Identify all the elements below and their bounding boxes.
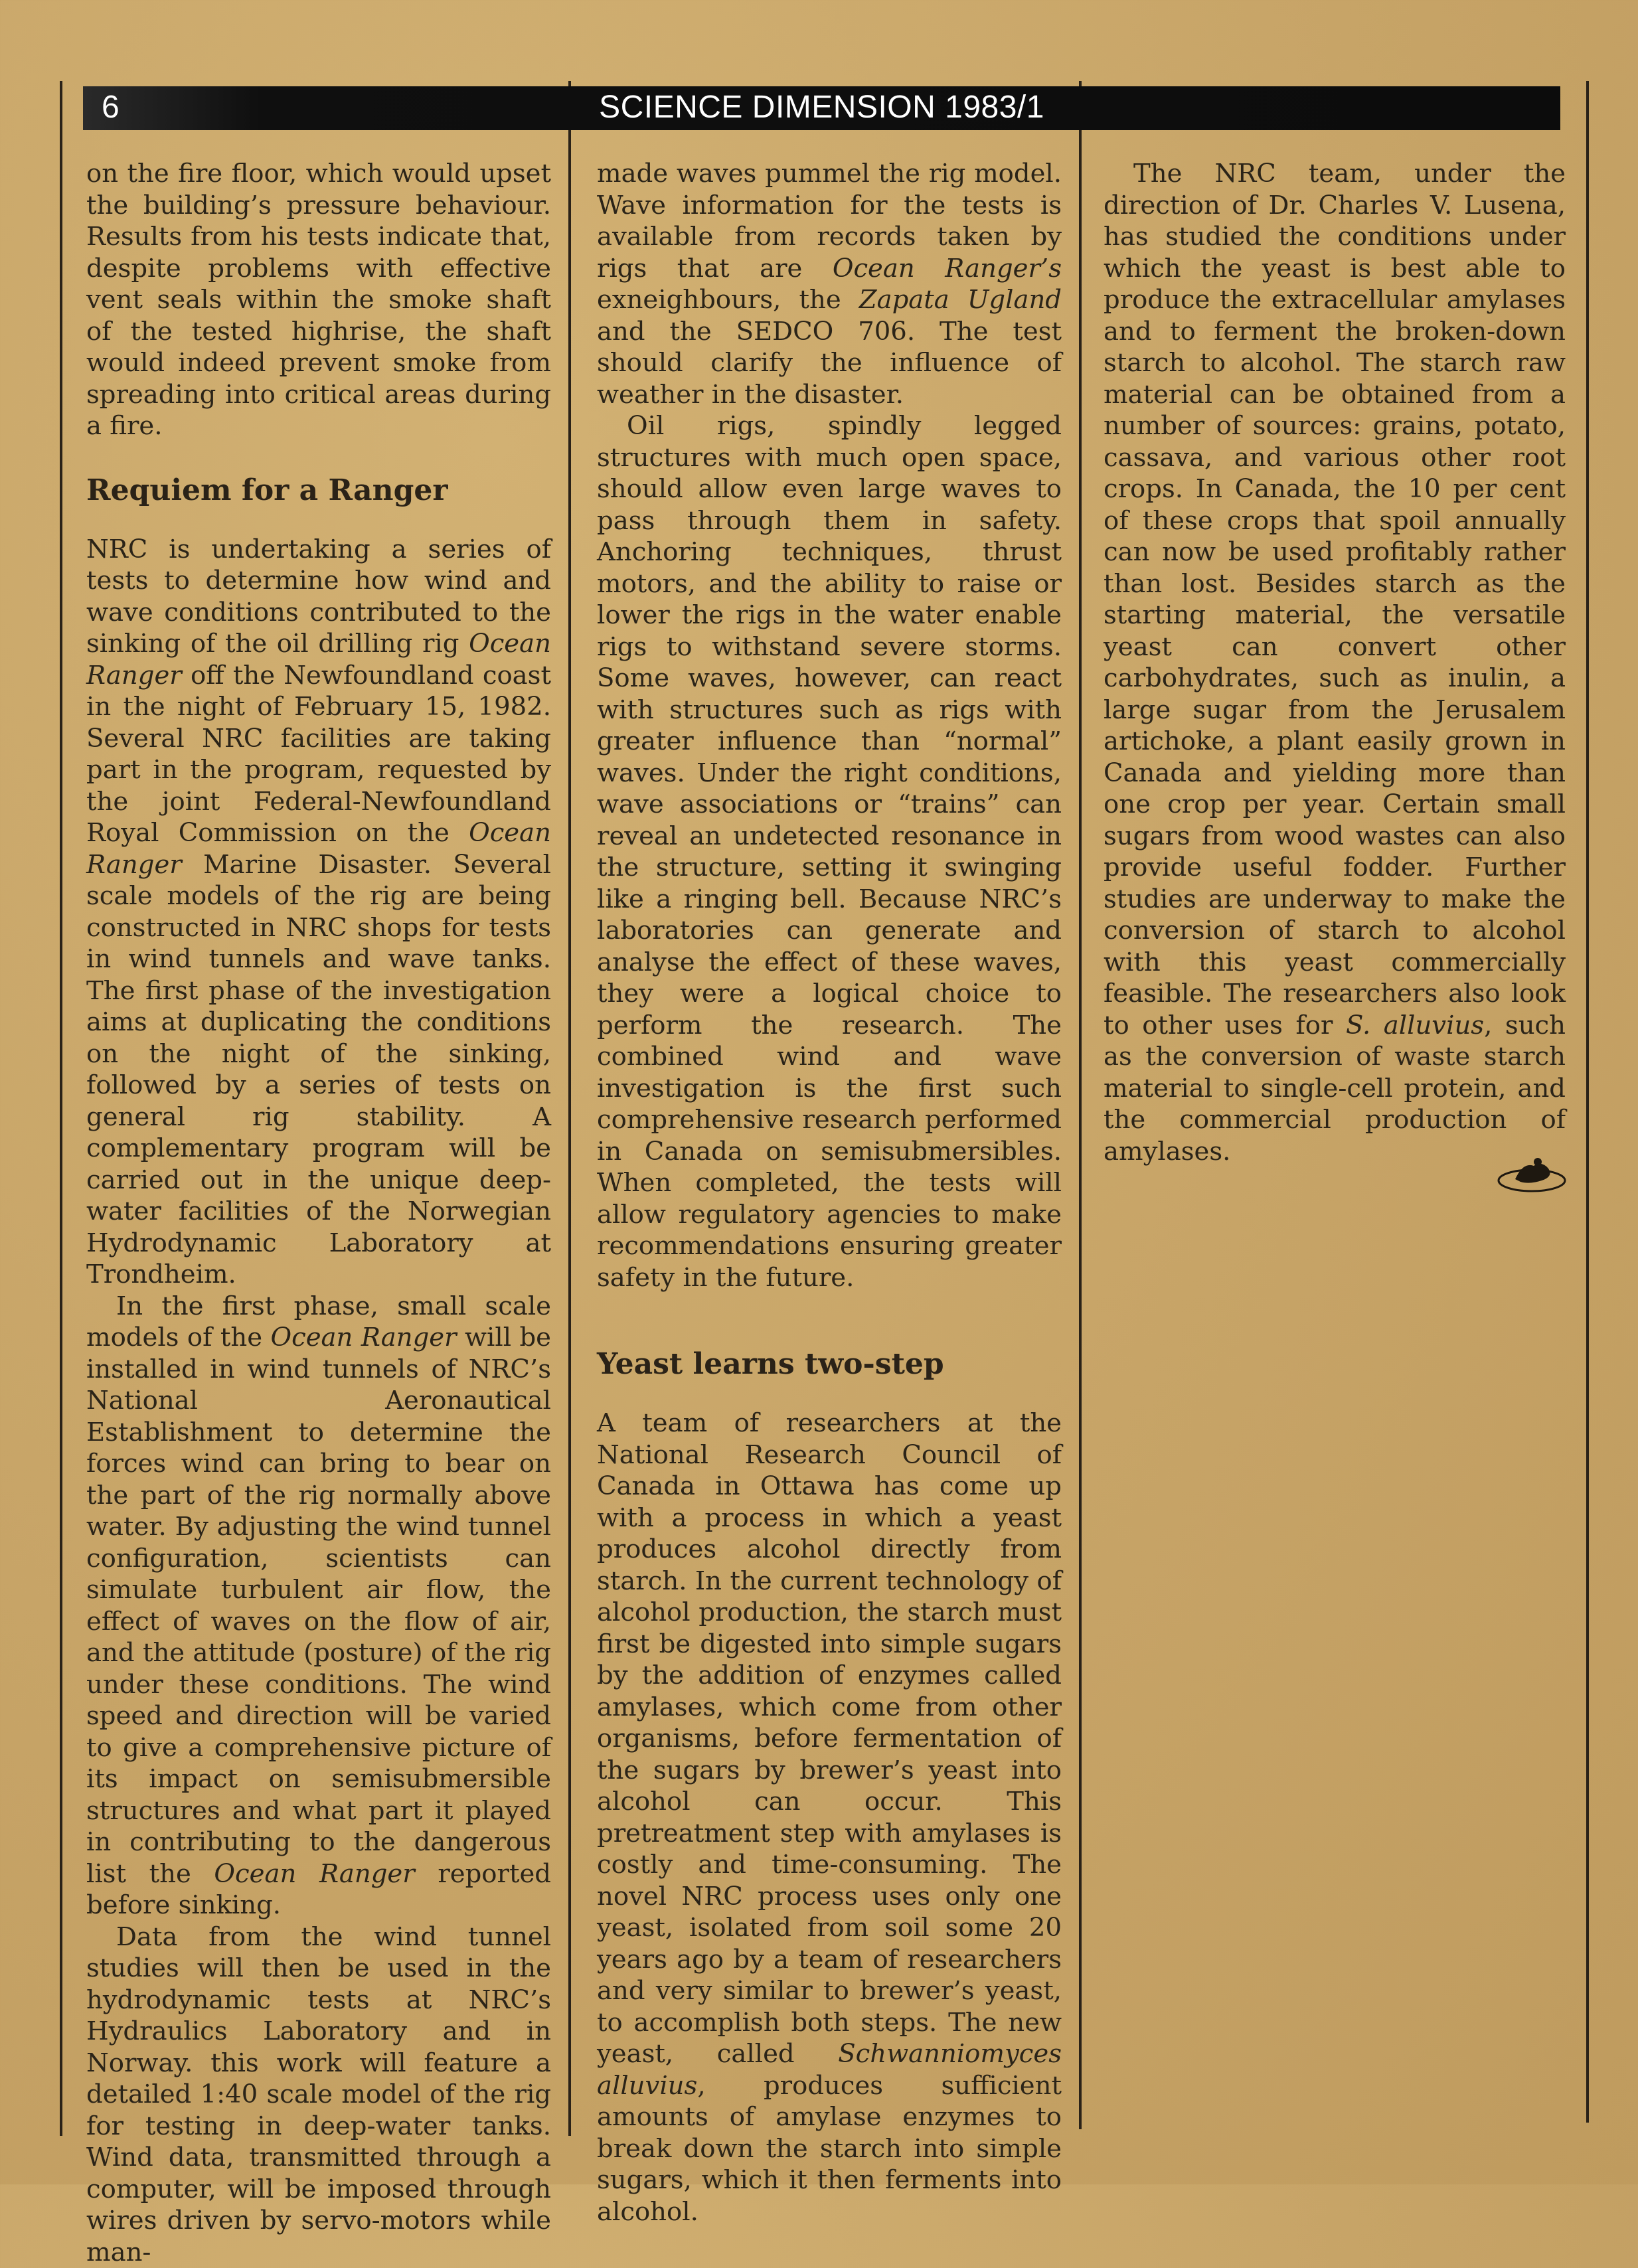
column-rule-1 xyxy=(568,81,571,2136)
paragraph: made waves pummel the rig model. Wave information for the tests is available from records taken by rigs that are Ocean Ranger’s exneighbours, the Zapata Ugland and the SEDCO 706. The test should clarify the influence of weather in the disaster. xyxy=(597,158,1062,410)
column-1 xyxy=(86,158,551,2268)
article-heading-yeast: Yeast learns two-step xyxy=(597,1346,1062,1382)
column-rule-left xyxy=(60,81,62,2136)
page-header xyxy=(83,86,1560,130)
column-rule-2 xyxy=(1079,81,1082,2129)
column-rule-right xyxy=(1586,81,1589,2123)
paragraph: The NRC team, under the direction of Dr. Charles V. Lusena, has studied the conditions under which the yeast is best able to produce the extracellular amylases and to ferment the broken-down starch to alcohol. The starch raw material can be obtained from a number of sources: grains, potato, cassava, and various other root crops. In Canada, the 10 per cent of these crops that spoil annually can now be used profitably rather than lost. Besides starch as the starting material, the versatile yeast can convert other carbohydrates, such as inulin, a large sugar from the Jerusalem artichoke, a plant easily grown in Canada and yielding more than one crop per year. Certain small sugars from wood wastes can also provide useful fodder. Further studies are underway to make the conversion of starch to alcohol with this yeast commercially feasible. The researchers also look to other uses for S. alluvius, such as the conversion of waste starch material to single-cell protein, and the commercial production of amylases. xyxy=(1104,158,1566,1167)
paragraph: on the fire floor, which would upset the building’s pressure behaviour. Results from his tests indicate that, despite problems with effective vent seals within the smoke shaft of the tested highrise, the shaft would indeed prevent smoke from spreading into critical areas during a fire. xyxy=(86,158,551,442)
paragraph: A team of researchers at the National Research Council of Canada in Ottawa has come up with a process in which a yeast produces alcohol directly from starch. In the current technology of alcohol production, the starch must first be digested into simple sugars by the addition of enzymes called amylases, which come from other organisms, before fermentation of the sugars by brewer’s yeast into alcohol can occur. This pretreatment step with amylases is costly and time-consuming. The novel NRC process uses only one yeast, isolated from soil some 20 years ago by a team of researchers and very similar to brewer’s yeast, to accomplish both steps. The new yeast, called Schwanniomyces alluvius, produces sufficient amounts of amylase enzymes to break down the starch into simple sugars, which it then ferments into alcohol. xyxy=(597,1408,1062,2228)
column-2 xyxy=(597,158,1062,2228)
end-of-article-icon xyxy=(1495,1149,1568,1195)
magazine-title: SCIENCE DIMENSION 1983/1 xyxy=(83,88,1560,127)
page-number: 6 xyxy=(102,88,120,127)
paragraph: Oil rigs, spindly legged structures with much open space, should allow even large waves to pass through them in safety. Anchoring techniques, thrust motors, and the ability to raise or lower the rigs in the water enable rigs to withstand severe storms. Some waves, however, can react with structures such as rigs with greater influence than “normal” waves. Under the right conditions, wave associations or “trains” can reveal an undetected resonance in the structure, setting it swinging like a ringing bell. Because NRC’s laboratories can generate and analyse the effect of these waves, they were a logical choice to perform the research. The combined wind and wave investigation is the first such comprehensive research performed in Canada on semisubmersibles. When completed, the tests will allow regulatory agencies to make recommendations ensuring greater safety in the future. xyxy=(597,410,1062,1293)
article-heading-ranger: Requiem for a Ranger xyxy=(86,473,551,509)
column-3 xyxy=(1104,158,1566,1167)
paragraph: Data from the wind tunnel studies will then be used in the hydrodynamic tests at NRC’s Hydraulics Laboratory and in Norway. this work will feature a detailed 1:40 scale model of the rig for testing in deep-water tanks. Wind data, transmitted through a computer, will be imposed through wires driven by servo-motors while man- xyxy=(86,1921,551,2268)
paragraph: In the first phase, small scale models of the Ocean Ranger will be installed in wind tunnels of NRC’s National Aeronautical Establishment to determine the forces wind can bring to bear on the part of the rig normally above water. By adjusting the wind tunnel configuration, scientists can simulate turbulent air flow, the effect of waves on the flow of air, and the attitude (posture) of the rig under these conditions. The wind speed and direction will be varied to give a comprehensive picture of its impact on semisubmersible structures and what part it played in contributing to the dangerous list the Ocean Ranger reported before sinking. xyxy=(86,1291,551,1921)
paragraph: NRC is undertaking a series of tests to determine how wind and wave conditions contributed to the sinking of the oil drilling rig Ocean Ranger off the Newfoundland coast in the night of February 15, 1982. Several NRC facilities are taking part in the program, requested by the joint Federal-Newfoundland Royal Commission on the Ocean Ranger Marine Disaster. Several scale models of the rig are being constructed in NRC shops for tests in wind tunnels and wave tanks. The first phase of the investigation aims at duplicating the conditions on the night of the sinking, followed by a series of tests on general rig stability. A complementary program will be carried out in the unique deep-water facilities of the Norwegian Hydrodynamic Laboratory at Trondheim. xyxy=(86,534,551,1291)
